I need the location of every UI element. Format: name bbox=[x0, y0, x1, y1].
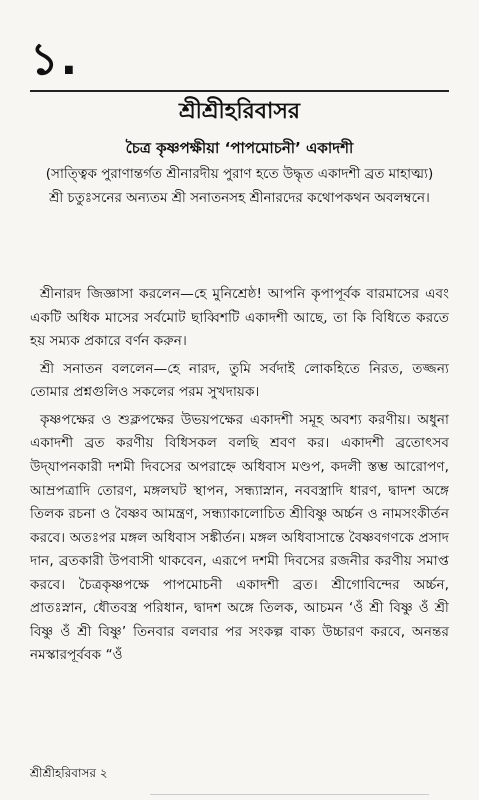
page-title: শ্রীশ্রীহরিবাসর bbox=[179, 99, 300, 124]
header-rule bbox=[30, 90, 449, 92]
paragraph: শ্রী সনাতন বললেন—হে নারদ, তুমি সর্বদাই লোকহিতে নিরত, তজ্জন্য তোমার প্রশ্নগুলিও সকলের পরম সুখদায়ক। bbox=[30, 360, 449, 401]
paragraph: কৃষ্ণপক্ষের ও শুক্লপক্ষের উভয়পক্ষের একাদশী সমূহ অবশ্য করণীয়। অধুনা একাদশী ব্রত করণীয় বিধিসকল বলছি শ্রবণ কর। একাদশী ব্রতোৎসব উদ্‌যাপনকারী দশমী দিবসের অপরাহ্নে অধিবাস মণ্ডপ, কদলী স্তম্ভ আরোপণ, আম্রপত্রাদি তোরণ, মঙ্গলঘট স্থাপন, সন্ধ্যাস্নান, নববস্ত্রাদি ধারণ, দ্বাদশ অঙ্গে তিলক রচনা ও বৈষ্ণব আমন্ত্রণ, সন্ধ্যাকালোচিত শ্রীবিষ্ণু অর্চ্চন ও নামসংকীর্তন করবে। অতঃপর মঙ্গল অধিবাস সঙ্কীর্তন। মঙ্গল অধিবাসান্তে বৈষ্ণবগণকে প্রসাদ দান, ব্রতকারী উপবাসী থাকবেন, এরূপে দশমী দিবসের রজনীর করণীয় সমাপ্ত করবে। চৈত্রকৃষ্ণপক্ষে পাপমোচনী একাদশী ব্রত। শ্রীগোবিন্দের অর্চ্চন, প্রাতঃস্নান, ধৌতবস্ত্র পরিধান, দ্বাদশ অঙ্গে তিলক, আচমন ‘ওঁ শ্রী বিষ্ণু ওঁ শ্রী বিষ্ণু ওঁ শ্রী বিষ্ণু’ তিনবার বলবার পর সংকল্প বাক্য উচ্চারণ করবে, অনন্তর নমস্কারপূর্ববক “ওঁ bbox=[30, 411, 449, 664]
body-text bbox=[30, 283, 449, 672]
source-note: (সাত্ত্বিক পুরাণান্তর্গত শ্রীনারদীয় পুরাণ হতে উদ্ধৃত একাদশী ব্রত মাহাত্ম্য) bbox=[45, 166, 434, 182]
intro-line: শ্রী চতুঃসনের অন্যতম শ্রী সনাতনসহ শ্রীনারদের কথোপকথন অবলম্বনে। bbox=[49, 189, 430, 206]
chapter-header bbox=[30, 94, 449, 208]
chapter-number: ১. bbox=[30, 34, 80, 85]
page-footer: শ্রীশ্রীহরিবাসর ২ bbox=[30, 766, 108, 780]
paragraph: শ্রীনারদ জিজ্ঞাসা করলেন—হে মুনিশ্রেষ্ঠ! আপনি কৃপাপূর্বক বারমাসের এবং একটি অধিক মাসের সর্বমোট ছাব্বিশটি একাদশী আছে, তা কি বিধিতে করতে হয় সম্যক প্রকারে বর্ণন করুন। bbox=[30, 286, 449, 350]
page-subtitle: চৈত্র কৃষ্ণপক্ষীয়া ‘পাপমোচনী’ একাদশী bbox=[125, 139, 354, 157]
page-edge-line bbox=[150, 794, 429, 795]
